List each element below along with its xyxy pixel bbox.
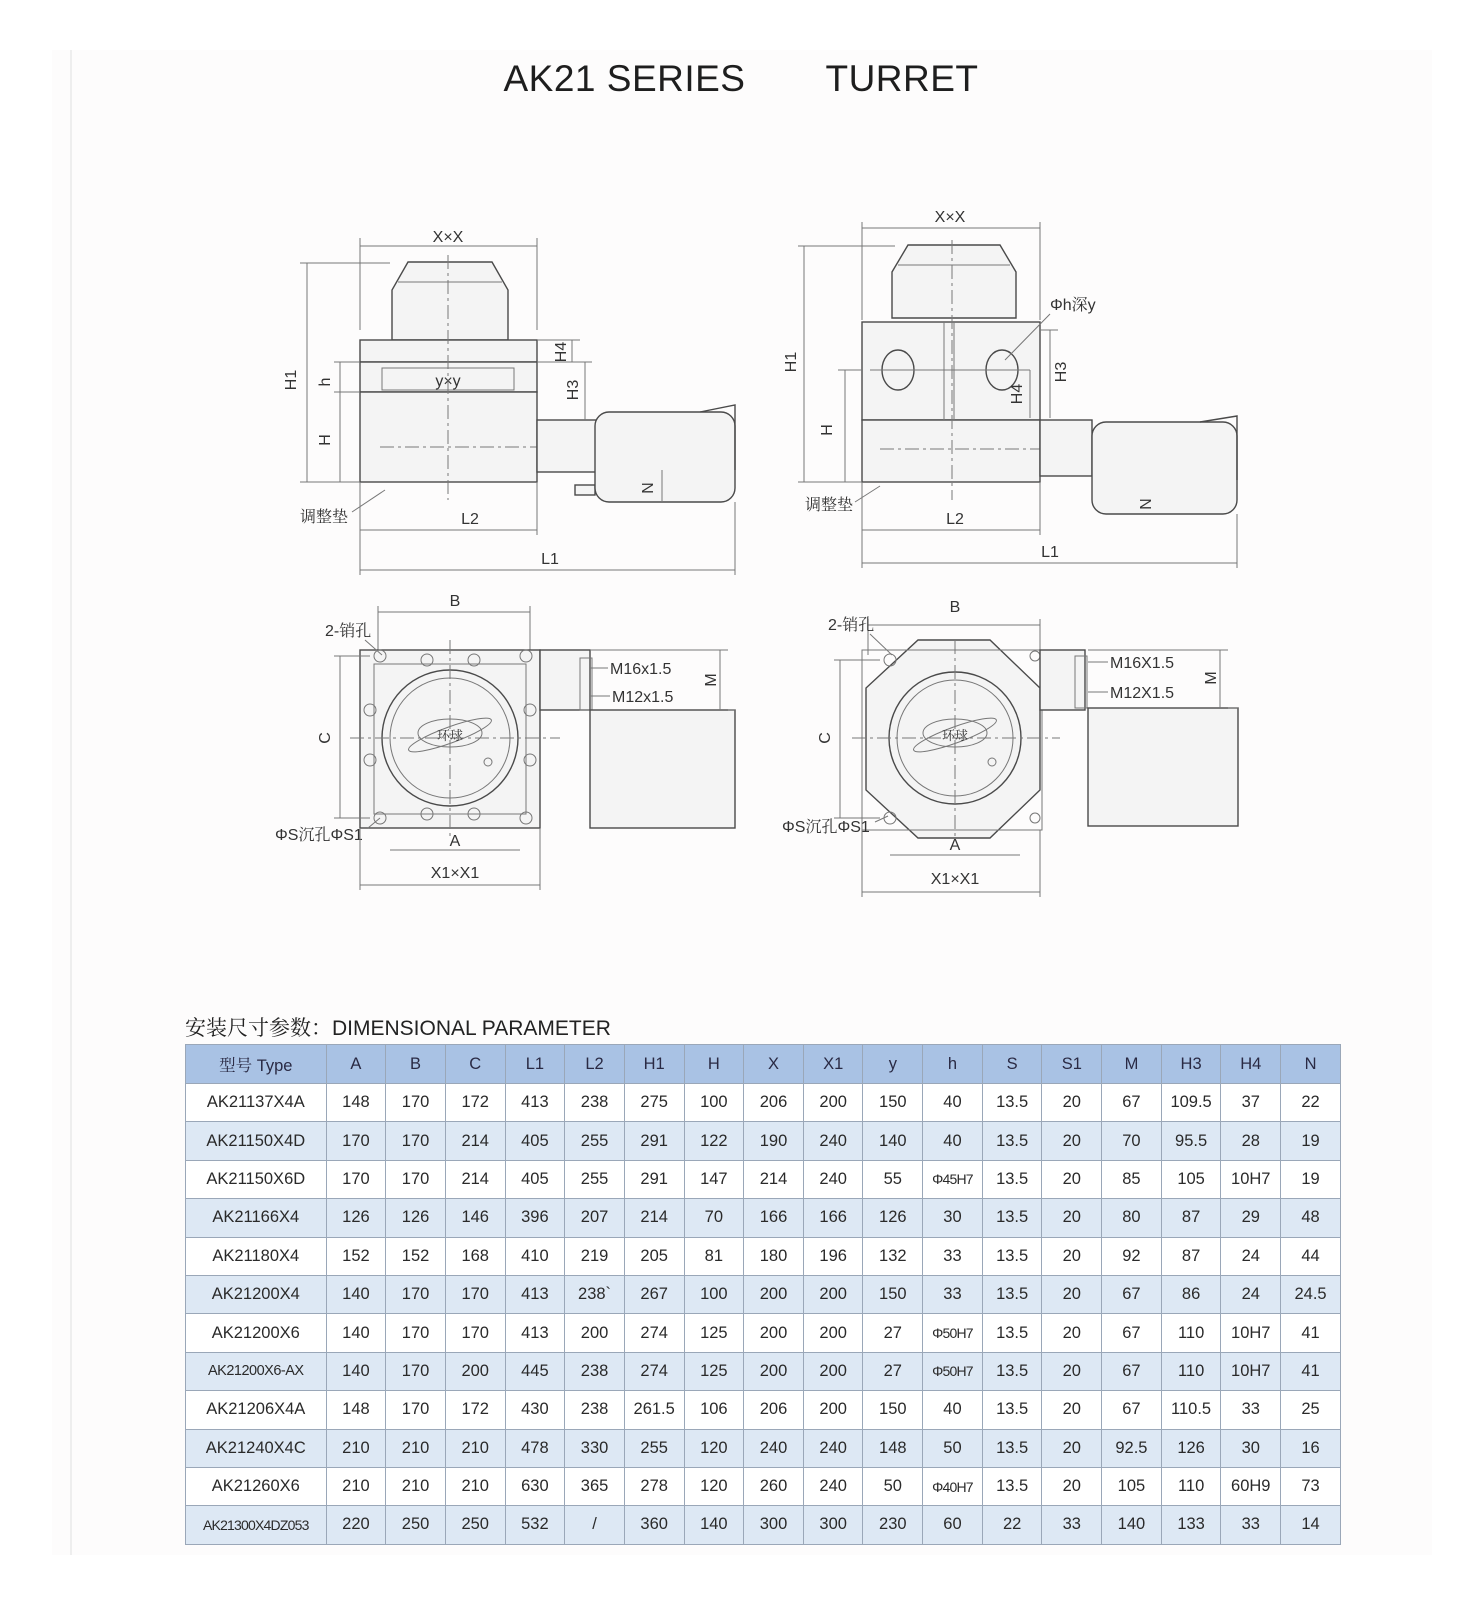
table-cell: 33	[1042, 1506, 1102, 1544]
table-cell: 146	[445, 1199, 505, 1237]
table-cell: 40	[923, 1391, 983, 1429]
column-header: X1	[803, 1045, 863, 1084]
product-title: TURRET	[825, 58, 979, 99]
table-cell: 50	[923, 1429, 983, 1467]
dim-xx-left: X×X	[432, 229, 464, 246]
table-cell: 133	[1161, 1506, 1221, 1544]
dim-a-left: A	[449, 833, 461, 850]
table-cell: 28	[1221, 1122, 1281, 1160]
table-cell: 200	[744, 1314, 804, 1352]
column-header: L2	[565, 1045, 625, 1084]
table-row	[186, 1160, 1341, 1198]
table-cell: 300	[803, 1506, 863, 1544]
table-cell: 413	[505, 1084, 565, 1122]
table-cell: 274	[624, 1314, 684, 1352]
dim-c-left: C	[317, 732, 334, 744]
table-cell: 413	[505, 1314, 565, 1352]
table-cell: 126	[326, 1199, 386, 1237]
model-type-cell: AK21150X6D	[186, 1160, 327, 1198]
table-header-row	[186, 1045, 1341, 1084]
table-cell: 166	[744, 1199, 804, 1237]
table-cell: 250	[386, 1506, 446, 1544]
table-cell: 360	[624, 1506, 684, 1544]
table-cell: Φ50H7	[923, 1314, 983, 1352]
table-cell: 20	[1042, 1237, 1102, 1275]
table-row	[186, 1237, 1341, 1275]
shim-label-right: 调整垫	[805, 497, 854, 514]
table-cell: 170	[386, 1084, 446, 1122]
table-row	[186, 1275, 1341, 1313]
dim-h-right: H	[819, 424, 836, 436]
dim-n-right: N	[1136, 498, 1153, 510]
table-row	[186, 1352, 1341, 1390]
table-cell: 67	[1102, 1314, 1162, 1352]
dim-l2-right: L2	[946, 511, 964, 528]
dim-h-small-left: h	[317, 377, 334, 387]
dim-b-right: B	[949, 599, 961, 616]
table-cell: 250	[445, 1506, 505, 1544]
table-cell: 200	[565, 1314, 625, 1352]
table-cell: 86	[1161, 1275, 1221, 1313]
table-cell: 170	[386, 1352, 446, 1390]
table-cell: 396	[505, 1199, 565, 1237]
table-cell: 365	[565, 1467, 625, 1505]
table-cell: 67	[1102, 1391, 1162, 1429]
dim-x1x1-right: X1×X1	[930, 871, 980, 888]
counterbore-left: ΦS沉孔ΦS1	[275, 827, 363, 844]
table-cell: 30	[923, 1199, 983, 1237]
counterbore-right: ΦS沉孔ΦS1	[782, 819, 870, 836]
table-cell: 170	[386, 1160, 446, 1198]
dim-n-left: N	[638, 482, 655, 494]
front-view-left	[283, 229, 735, 575]
table-cell: 140	[684, 1506, 744, 1544]
table-cell: 125	[684, 1352, 744, 1390]
table-cell: 168	[445, 1237, 505, 1275]
table-cell: 220	[326, 1506, 386, 1544]
front-view-right	[783, 209, 1237, 568]
table-cell: 200	[803, 1275, 863, 1313]
table-cell: 40	[923, 1122, 983, 1160]
table-cell: 87	[1161, 1199, 1221, 1237]
table-cell: 33	[1221, 1506, 1281, 1544]
table-cell: 278	[624, 1467, 684, 1505]
table-cell: 44	[1281, 1237, 1341, 1275]
table-cell: 405	[505, 1122, 565, 1160]
table-cell: 300	[744, 1506, 804, 1544]
table-cell: 140	[1102, 1506, 1162, 1544]
table-cell: 445	[505, 1352, 565, 1390]
table-cell: 190	[744, 1122, 804, 1160]
table-cell: 274	[624, 1352, 684, 1390]
table-cell: 110	[1161, 1314, 1221, 1352]
table-cell: 206	[744, 1084, 804, 1122]
table-row	[186, 1467, 1341, 1505]
dim-h3-right: H3	[1053, 361, 1070, 383]
table-cell: 70	[684, 1199, 744, 1237]
table-cell: 200	[803, 1314, 863, 1352]
plan-view-right	[782, 599, 1238, 897]
table-cell: 478	[505, 1429, 565, 1467]
column-header: H4	[1221, 1045, 1281, 1084]
table-cell: 41	[1281, 1314, 1341, 1352]
table-cell: 200	[803, 1352, 863, 1390]
dim-x1x1-left: X1×X1	[430, 865, 480, 882]
table-cell: 205	[624, 1237, 684, 1275]
column-header: L1	[505, 1045, 565, 1084]
table-cell: /	[565, 1506, 625, 1544]
table-cell: 210	[326, 1429, 386, 1467]
table-cell: 109.5	[1161, 1084, 1221, 1122]
table-cell: 291	[624, 1122, 684, 1160]
table-cell: 200	[803, 1391, 863, 1429]
model-type-cell: AK21260X6	[186, 1467, 327, 1505]
dim-yxy: y×y	[435, 373, 461, 390]
table-cell: 30	[1221, 1429, 1281, 1467]
table-cell: 95.5	[1161, 1122, 1221, 1160]
table-cell: 210	[445, 1429, 505, 1467]
table-cell: 13.5	[982, 1391, 1042, 1429]
table-cell: 33	[923, 1237, 983, 1275]
table-cell: 267	[624, 1275, 684, 1313]
table-cell: 120	[684, 1467, 744, 1505]
table-cell: 67	[1102, 1352, 1162, 1390]
table-cell: 214	[744, 1160, 804, 1198]
table-row	[186, 1122, 1341, 1160]
table-cell: 630	[505, 1467, 565, 1505]
table-cell: 27	[863, 1314, 923, 1352]
table-cell: 261.5	[624, 1391, 684, 1429]
table-cell: 13.5	[982, 1160, 1042, 1198]
table-cell: 148	[326, 1084, 386, 1122]
table-cell: 140	[326, 1275, 386, 1313]
table-cell: 19	[1281, 1160, 1341, 1198]
dim-h1-left: H1	[283, 369, 300, 391]
table-cell: 255	[624, 1429, 684, 1467]
table-cell: 219	[565, 1237, 625, 1275]
table-row	[186, 1199, 1341, 1237]
table-cell: 40	[923, 1084, 983, 1122]
table-cell: 70	[1102, 1122, 1162, 1160]
dim-c-right: C	[817, 732, 834, 744]
table-cell: 13.5	[982, 1199, 1042, 1237]
table-cell: 140	[863, 1122, 923, 1160]
model-type-cell: AK21206X4A	[186, 1391, 327, 1429]
table-cell: 100	[684, 1275, 744, 1313]
dim-l1-left: L1	[541, 551, 559, 568]
table-cell: 170	[386, 1275, 446, 1313]
dim-a-right: A	[949, 837, 961, 854]
table-cell: 122	[684, 1122, 744, 1160]
table-cell: 148	[863, 1429, 923, 1467]
table-cell: 20	[1042, 1314, 1102, 1352]
model-type-cell: AK21200X6-AX	[186, 1352, 327, 1390]
table-cell: 13.5	[982, 1122, 1042, 1160]
section-title: 安装尺寸参数：DIMENSIONAL PARAMETER	[185, 1017, 611, 1040]
table-cell: 291	[624, 1160, 684, 1198]
table-cell: 37	[1221, 1084, 1281, 1122]
table-cell: 140	[326, 1352, 386, 1390]
thread-m16-left: M16x1.5	[610, 661, 672, 678]
table-cell: 120	[684, 1429, 744, 1467]
table-cell: 80	[1102, 1199, 1162, 1237]
dim-h4-right: H4	[1009, 383, 1026, 405]
table-cell: 172	[445, 1391, 505, 1429]
table-cell: 20	[1042, 1391, 1102, 1429]
table-cell: Φ40H7	[923, 1467, 983, 1505]
model-type-cell: AK21200X4	[186, 1275, 327, 1313]
table-cell: 210	[386, 1467, 446, 1505]
table-cell: 275	[624, 1084, 684, 1122]
table-cell: 150	[863, 1391, 923, 1429]
model-type-cell: AK21200X6	[186, 1314, 327, 1352]
table-cell: 22	[982, 1506, 1042, 1544]
table-cell: 105	[1161, 1160, 1221, 1198]
table-cell: 214	[445, 1122, 505, 1160]
table-cell: 413	[505, 1275, 565, 1313]
table-cell: 24	[1221, 1237, 1281, 1275]
table-row	[186, 1084, 1341, 1122]
column-header: S	[982, 1045, 1042, 1084]
column-header: C	[445, 1045, 505, 1084]
table-cell: 170	[386, 1391, 446, 1429]
table-cell: 330	[565, 1429, 625, 1467]
table-row	[186, 1429, 1341, 1467]
column-header: H1	[624, 1045, 684, 1084]
table-cell: 20	[1042, 1160, 1102, 1198]
table-cell: 48	[1281, 1199, 1341, 1237]
table-cell: 170	[445, 1275, 505, 1313]
model-type-cell: AK21166X4	[186, 1199, 327, 1237]
table-cell: 20	[1042, 1429, 1102, 1467]
table-cell: 20	[1042, 1467, 1102, 1505]
table-cell: 255	[565, 1122, 625, 1160]
table-cell: 238	[565, 1084, 625, 1122]
table-cell: 110	[1161, 1352, 1221, 1390]
table-cell: 210	[386, 1429, 446, 1467]
table-body	[186, 1084, 1341, 1545]
table-cell: 170	[326, 1160, 386, 1198]
column-header: H3	[1161, 1045, 1221, 1084]
table-cell: 20	[1042, 1275, 1102, 1313]
table-cell: 230	[863, 1506, 923, 1544]
model-type-cell: AK21240X4C	[186, 1429, 327, 1467]
table-cell: 207	[565, 1199, 625, 1237]
table-cell: 200	[744, 1275, 804, 1313]
dim-h-left: H	[317, 434, 334, 446]
table-cell: 110	[1161, 1467, 1221, 1505]
table-cell: 20	[1042, 1122, 1102, 1160]
model-type-cell: AK21180X4	[186, 1237, 327, 1275]
table-cell: 206	[744, 1391, 804, 1429]
table-cell: 238`	[565, 1275, 625, 1313]
table-cell: 255	[565, 1160, 625, 1198]
table-cell: 170	[386, 1314, 446, 1352]
table-cell: 132	[863, 1237, 923, 1275]
table-cell: 152	[386, 1237, 446, 1275]
table-cell: 81	[684, 1237, 744, 1275]
table-cell: 13.5	[982, 1352, 1042, 1390]
logo-left: 环球	[436, 728, 464, 743]
table-cell: 238	[565, 1352, 625, 1390]
dim-m-left: M	[703, 673, 720, 687]
column-header: y	[863, 1045, 923, 1084]
table-cell: 85	[1102, 1160, 1162, 1198]
table-cell: 105	[1102, 1467, 1162, 1505]
column-header: H	[684, 1045, 744, 1084]
dim-h4-left: H4	[553, 341, 570, 363]
table-cell: 125	[684, 1314, 744, 1352]
column-header: 型号 Type	[186, 1045, 327, 1084]
table-cell: 25	[1281, 1391, 1341, 1429]
table-cell: 20	[1042, 1084, 1102, 1122]
dim-m-right: M	[1203, 671, 1220, 685]
table-cell: 16	[1281, 1429, 1341, 1467]
dim-xx-right: X×X	[934, 209, 966, 226]
column-header: M	[1102, 1045, 1162, 1084]
table-cell: 92.5	[1102, 1429, 1162, 1467]
table-cell: 13.5	[982, 1314, 1042, 1352]
table-cell: 147	[684, 1160, 744, 1198]
table-cell: 67	[1102, 1275, 1162, 1313]
dim-h3-left: H3	[565, 379, 582, 401]
table-cell: 126	[863, 1199, 923, 1237]
table-cell: 200	[744, 1352, 804, 1390]
series-title: AK21 SERIES	[503, 58, 746, 99]
table-cell: 60	[923, 1506, 983, 1544]
table-cell: 24	[1221, 1275, 1281, 1313]
table-cell: 67	[1102, 1084, 1162, 1122]
table-cell: 19	[1281, 1122, 1341, 1160]
table-cell: 166	[803, 1199, 863, 1237]
table-cell: 172	[445, 1084, 505, 1122]
plan-view-left	[275, 593, 735, 890]
table-cell: 180	[744, 1237, 804, 1275]
table-cell: 55	[863, 1160, 923, 1198]
table-cell: 210	[326, 1467, 386, 1505]
table-cell: 140	[326, 1314, 386, 1352]
table-cell: 10H7	[1221, 1314, 1281, 1352]
table-cell: 33	[923, 1275, 983, 1313]
dim-l1-right: L1	[1041, 544, 1059, 561]
column-header: N	[1281, 1045, 1341, 1084]
table-cell: 410	[505, 1237, 565, 1275]
table-cell: 260	[744, 1467, 804, 1505]
table-cell: 60H9	[1221, 1467, 1281, 1505]
table-cell: 29	[1221, 1199, 1281, 1237]
table-row	[186, 1314, 1341, 1352]
table-cell: 240	[803, 1122, 863, 1160]
model-type-cell: AK21150X4D	[186, 1122, 327, 1160]
logo-right: 环球	[941, 728, 969, 743]
dim-h1-right: H1	[783, 351, 800, 373]
thread-m12-left: M12x1.5	[612, 689, 674, 706]
table-cell: 41	[1281, 1352, 1341, 1390]
table-cell: 13.5	[982, 1275, 1042, 1313]
table-cell: 33	[1221, 1391, 1281, 1429]
table-cell: 152	[326, 1237, 386, 1275]
table-cell: 150	[863, 1275, 923, 1313]
column-header: A	[326, 1045, 386, 1084]
dim-b-left: B	[449, 593, 461, 610]
model-type-cell: AK21300X4DZ053	[186, 1506, 327, 1544]
pin-holes-right: 2-销孔	[828, 617, 875, 634]
table-cell: 13.5	[982, 1237, 1042, 1275]
column-header: S1	[1042, 1045, 1102, 1084]
thread-m12-right: M12X1.5	[1110, 685, 1175, 702]
table-row	[186, 1391, 1341, 1429]
table-cell: 13.5	[982, 1429, 1042, 1467]
table-cell: 214	[624, 1199, 684, 1237]
table-cell: 13.5	[982, 1467, 1042, 1505]
table-row	[186, 1506, 1341, 1544]
table-cell: 22	[1281, 1084, 1341, 1122]
table-cell: 14	[1281, 1506, 1341, 1544]
table-cell: 200	[445, 1352, 505, 1390]
table-cell: 200	[803, 1084, 863, 1122]
column-header: X	[744, 1045, 804, 1084]
table-cell: 13.5	[982, 1084, 1042, 1122]
table-cell: 50	[863, 1467, 923, 1505]
table-cell: 170	[326, 1122, 386, 1160]
table-cell: 100	[684, 1084, 744, 1122]
table-cell: 87	[1161, 1237, 1221, 1275]
table-cell: 240	[803, 1467, 863, 1505]
table-cell: 532	[505, 1506, 565, 1544]
table-cell: 150	[863, 1084, 923, 1122]
dim-l2-left: L2	[461, 511, 479, 528]
table-cell: 10H7	[1221, 1160, 1281, 1198]
dim-phi-h-depth: Φh深y	[1050, 297, 1096, 314]
table-cell: 240	[803, 1429, 863, 1467]
thread-m16-right: M16X1.5	[1110, 655, 1175, 672]
dimension-table	[185, 1044, 1341, 1545]
table-cell: 20	[1042, 1352, 1102, 1390]
table-cell: 148	[326, 1391, 386, 1429]
table-cell: Φ50H7	[923, 1352, 983, 1390]
table-cell: 126	[1161, 1429, 1221, 1467]
table-cell: 430	[505, 1391, 565, 1429]
table-cell: 73	[1281, 1467, 1341, 1505]
table-cell: 170	[386, 1122, 446, 1160]
table-cell: 210	[445, 1467, 505, 1505]
table-cell: 24.5	[1281, 1275, 1341, 1313]
pin-holes-left: 2-销孔	[325, 623, 372, 640]
table-cell: 238	[565, 1391, 625, 1429]
table-cell: 10H7	[1221, 1352, 1281, 1390]
table-cell: 110.5	[1161, 1391, 1221, 1429]
table-cell: 27	[863, 1352, 923, 1390]
column-header: B	[386, 1045, 446, 1084]
table-cell: 106	[684, 1391, 744, 1429]
table-cell: 196	[803, 1237, 863, 1275]
shim-label-left: 调整垫	[300, 509, 349, 526]
table-cell: 214	[445, 1160, 505, 1198]
table-cell: 240	[803, 1160, 863, 1198]
model-type-cell: AK21137X4A	[186, 1084, 327, 1122]
table-cell: 240	[744, 1429, 804, 1467]
table-cell: 405	[505, 1160, 565, 1198]
table-cell: 92	[1102, 1237, 1162, 1275]
table-cell: 126	[386, 1199, 446, 1237]
column-header: h	[923, 1045, 983, 1084]
table-cell: 20	[1042, 1199, 1102, 1237]
table-cell: 170	[445, 1314, 505, 1352]
table-cell: Φ45H7	[923, 1160, 983, 1198]
